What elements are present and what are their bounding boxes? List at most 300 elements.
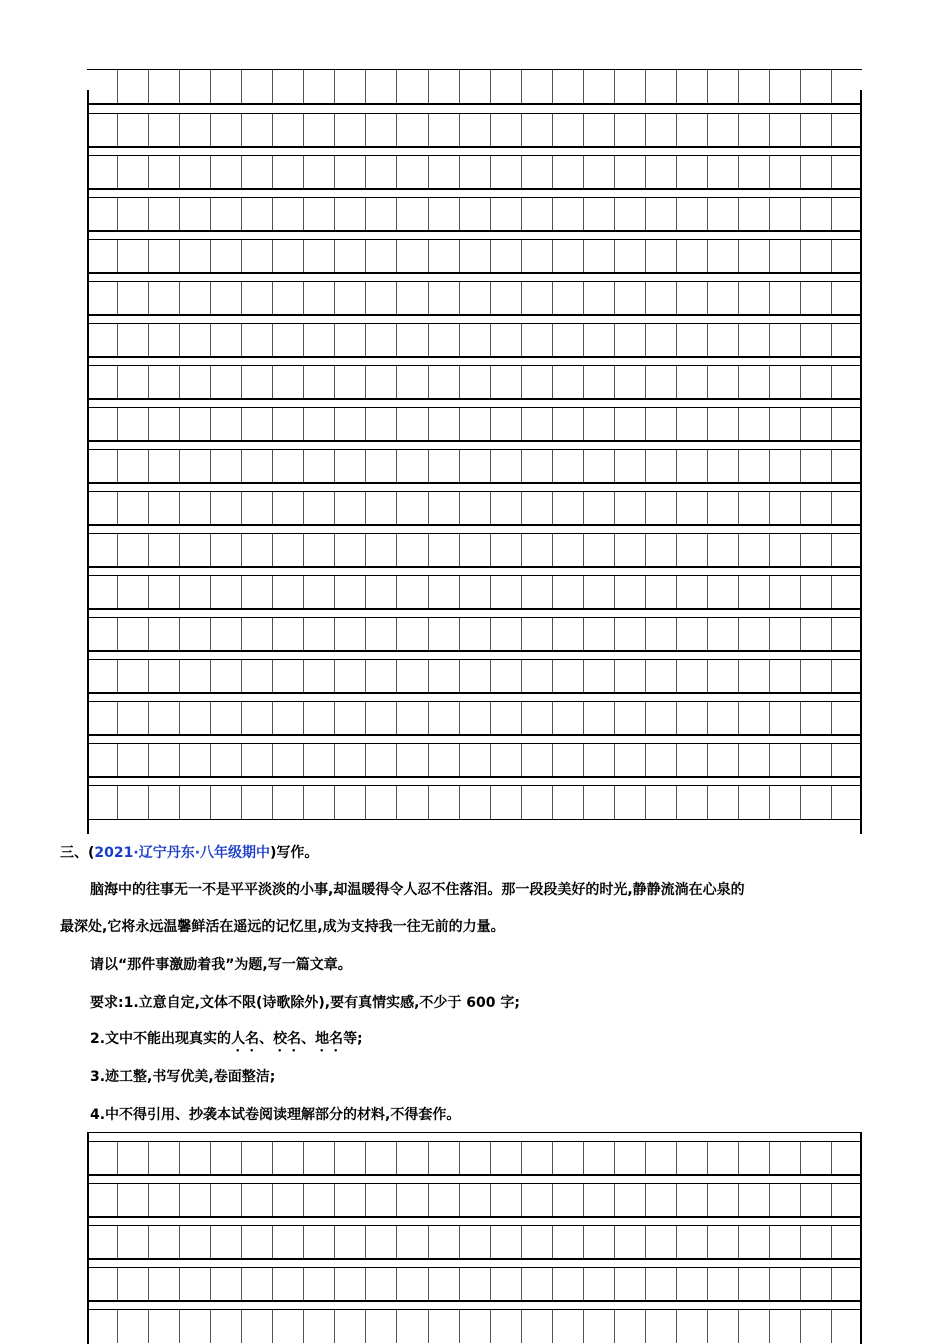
grid-cell[interactable] <box>179 70 210 103</box>
grid-cell[interactable] <box>272 744 303 777</box>
grid-cell[interactable] <box>179 1226 210 1259</box>
grid-cell[interactable] <box>800 408 831 441</box>
grid-cell[interactable] <box>521 70 552 103</box>
grid-cell[interactable] <box>303 744 334 777</box>
grid-cell[interactable] <box>428 366 459 399</box>
grid-cell[interactable] <box>396 156 427 189</box>
grid-cell[interactable] <box>614 156 645 189</box>
grid-cell[interactable] <box>552 702 583 735</box>
grid-cell[interactable] <box>707 198 738 231</box>
grid-cell[interactable] <box>117 744 148 777</box>
grid-cell[interactable] <box>707 282 738 315</box>
grid-cell[interactable] <box>396 618 427 651</box>
grid-cell[interactable] <box>117 366 148 399</box>
grid-cell[interactable] <box>521 366 552 399</box>
grid-cell[interactable] <box>428 744 459 777</box>
grid-cell[interactable] <box>272 408 303 441</box>
grid-cell[interactable] <box>303 1226 334 1259</box>
grid-cell[interactable] <box>645 1226 676 1259</box>
grid-cell[interactable] <box>87 408 117 441</box>
grid-cell[interactable] <box>800 114 831 147</box>
grid-cell[interactable] <box>210 1226 241 1259</box>
grid-cell[interactable] <box>303 114 334 147</box>
grid-cell[interactable] <box>676 156 707 189</box>
grid-cell[interactable] <box>490 1268 521 1301</box>
grid-cell[interactable] <box>552 786 583 819</box>
grid-cell[interactable] <box>738 786 769 819</box>
grid-cell[interactable] <box>272 1184 303 1217</box>
grid-cell[interactable] <box>645 1268 676 1301</box>
grid-cell[interactable] <box>831 492 862 525</box>
grid-cell[interactable] <box>521 156 552 189</box>
grid-cell[interactable] <box>87 744 117 777</box>
grid-cell[interactable] <box>521 1226 552 1259</box>
grid-cell[interactable] <box>769 240 800 273</box>
grid-cell[interactable] <box>614 1310 645 1343</box>
grid-cell[interactable] <box>552 660 583 693</box>
grid-cell[interactable] <box>831 576 862 609</box>
grid-cell[interactable] <box>645 324 676 357</box>
grid-cell[interactable] <box>303 576 334 609</box>
grid-cell[interactable] <box>831 786 862 819</box>
grid-cell[interactable] <box>365 450 396 483</box>
grid-cell[interactable] <box>272 702 303 735</box>
grid-cell[interactable] <box>459 450 490 483</box>
grid-cell[interactable] <box>738 1310 769 1343</box>
grid-cell[interactable] <box>831 1142 862 1175</box>
grid-cell[interactable] <box>148 366 179 399</box>
grid-cell[interactable] <box>210 1142 241 1175</box>
grid-cell[interactable] <box>303 198 334 231</box>
grid-cell[interactable] <box>552 1184 583 1217</box>
grid-cell[interactable] <box>769 1268 800 1301</box>
grid-cell[interactable] <box>769 198 800 231</box>
grid-row[interactable] <box>87 69 862 102</box>
grid-cell[interactable] <box>459 114 490 147</box>
grid-cell[interactable] <box>117 1310 148 1343</box>
grid-cell[interactable] <box>552 1142 583 1175</box>
grid-cell[interactable] <box>365 702 396 735</box>
grid-cell[interactable] <box>117 702 148 735</box>
grid-cell[interactable] <box>552 1226 583 1259</box>
grid-cell[interactable] <box>428 1268 459 1301</box>
grid-cell[interactable] <box>396 282 427 315</box>
grid-cell[interactable] <box>428 1142 459 1175</box>
grid-row[interactable] <box>87 743 862 776</box>
grid-cell[interactable] <box>707 324 738 357</box>
grid-cell[interactable] <box>831 1184 862 1217</box>
grid-cell[interactable] <box>148 576 179 609</box>
grid-cell[interactable] <box>396 70 427 103</box>
grid-cell[interactable] <box>490 492 521 525</box>
grid-cell[interactable] <box>676 1226 707 1259</box>
grid-cell[interactable] <box>800 450 831 483</box>
grid-cell[interactable] <box>459 618 490 651</box>
grid-cell[interactable] <box>800 660 831 693</box>
grid-cell[interactable] <box>179 240 210 273</box>
grid-cell[interactable] <box>769 324 800 357</box>
grid-cell[interactable] <box>117 576 148 609</box>
grid-cell[interactable] <box>676 492 707 525</box>
grid-row[interactable] <box>87 659 862 692</box>
grid-cell[interactable] <box>707 366 738 399</box>
grid-cell[interactable] <box>148 1310 179 1343</box>
grid-cell[interactable] <box>365 324 396 357</box>
grid-cell[interactable] <box>179 702 210 735</box>
grid-cell[interactable] <box>676 114 707 147</box>
grid-cell[interactable] <box>676 198 707 231</box>
grid-cell[interactable] <box>303 240 334 273</box>
grid-row[interactable] <box>87 1225 862 1258</box>
grid-cell[interactable] <box>334 114 365 147</box>
grid-cell[interactable] <box>241 240 272 273</box>
grid-cell[interactable] <box>490 786 521 819</box>
grid-cell[interactable] <box>428 156 459 189</box>
grid-cell[interactable] <box>117 70 148 103</box>
grid-cell[interactable] <box>800 702 831 735</box>
grid-cell[interactable] <box>676 70 707 103</box>
grid-row[interactable] <box>87 407 862 440</box>
grid-cell[interactable] <box>552 618 583 651</box>
grid-cell[interactable] <box>645 450 676 483</box>
grid-cell[interactable] <box>490 534 521 567</box>
grid-cell[interactable] <box>614 744 645 777</box>
grid-cell[interactable] <box>645 618 676 651</box>
grid-cell[interactable] <box>676 702 707 735</box>
grid-cell[interactable] <box>738 450 769 483</box>
grid-cell[interactable] <box>210 70 241 103</box>
grid-cell[interactable] <box>241 576 272 609</box>
grid-cell[interactable] <box>800 1184 831 1217</box>
grid-cell[interactable] <box>769 492 800 525</box>
grid-cell[interactable] <box>396 660 427 693</box>
grid-cell[interactable] <box>831 1310 862 1343</box>
grid-cell[interactable] <box>521 1310 552 1343</box>
grid-cell[interactable] <box>459 660 490 693</box>
grid-cell[interactable] <box>365 366 396 399</box>
grid-cell[interactable] <box>583 408 614 441</box>
grid-cell[interactable] <box>707 1226 738 1259</box>
grid-cell[interactable] <box>769 366 800 399</box>
grid-cell[interactable] <box>707 156 738 189</box>
grid-cell[interactable] <box>241 702 272 735</box>
grid-cell[interactable] <box>490 198 521 231</box>
grid-cell[interactable] <box>210 408 241 441</box>
grid-cell[interactable] <box>396 1310 427 1343</box>
grid-cell[interactable] <box>583 702 614 735</box>
grid-cell[interactable] <box>676 1268 707 1301</box>
grid-cell[interactable] <box>459 198 490 231</box>
grid-cell[interactable] <box>148 1184 179 1217</box>
grid-cell[interactable] <box>707 1268 738 1301</box>
grid-cell[interactable] <box>614 198 645 231</box>
grid-cell[interactable] <box>272 618 303 651</box>
grid-cell[interactable] <box>148 492 179 525</box>
grid-cell[interactable] <box>303 450 334 483</box>
grid-cell[interactable] <box>490 1310 521 1343</box>
grid-cell[interactable] <box>396 576 427 609</box>
grid-cell[interactable] <box>614 366 645 399</box>
grid-cell[interactable] <box>179 534 210 567</box>
grid-cell[interactable] <box>241 70 272 103</box>
grid-cell[interactable] <box>614 576 645 609</box>
grid-cell[interactable] <box>334 534 365 567</box>
grid-cell[interactable] <box>87 786 117 819</box>
grid-cell[interactable] <box>396 450 427 483</box>
grid-cell[interactable] <box>87 660 117 693</box>
grid-cell[interactable] <box>552 198 583 231</box>
grid-cell[interactable] <box>459 240 490 273</box>
grid-cell[interactable] <box>117 282 148 315</box>
grid-cell[interactable] <box>521 240 552 273</box>
grid-cell[interactable] <box>614 492 645 525</box>
grid-cell[interactable] <box>334 492 365 525</box>
grid-cell[interactable] <box>396 1226 427 1259</box>
grid-cell[interactable] <box>87 324 117 357</box>
grid-cell[interactable] <box>241 408 272 441</box>
grid-row[interactable] <box>87 449 862 482</box>
grid-cell[interactable] <box>583 114 614 147</box>
grid-cell[interactable] <box>210 450 241 483</box>
grid-cell[interactable] <box>179 366 210 399</box>
grid-cell[interactable] <box>210 1310 241 1343</box>
grid-cell[interactable] <box>769 744 800 777</box>
grid-cell[interactable] <box>241 1184 272 1217</box>
grid-cell[interactable] <box>272 1268 303 1301</box>
grid-cell[interactable] <box>179 744 210 777</box>
grid-cell[interactable] <box>459 1310 490 1343</box>
grid-cell[interactable] <box>614 450 645 483</box>
grid-cell[interactable] <box>396 324 427 357</box>
grid-cell[interactable] <box>521 408 552 441</box>
grid-cell[interactable] <box>428 450 459 483</box>
grid-cell[interactable] <box>148 408 179 441</box>
grid-cell[interactable] <box>676 786 707 819</box>
grid-cell[interactable] <box>459 70 490 103</box>
grid-cell[interactable] <box>614 702 645 735</box>
grid-cell[interactable] <box>614 660 645 693</box>
grid-cell[interactable] <box>707 786 738 819</box>
grid-cell[interactable] <box>148 618 179 651</box>
grid-cell[interactable] <box>210 156 241 189</box>
grid-cell[interactable] <box>738 1142 769 1175</box>
grid-cell[interactable] <box>87 1142 117 1175</box>
grid-cell[interactable] <box>396 492 427 525</box>
grid-cell[interactable] <box>241 744 272 777</box>
grid-cell[interactable] <box>303 70 334 103</box>
grid-cell[interactable] <box>552 408 583 441</box>
grid-cell[interactable] <box>707 114 738 147</box>
grid-cell[interactable] <box>769 534 800 567</box>
grid-cell[interactable] <box>210 114 241 147</box>
grid-cell[interactable] <box>87 1310 117 1343</box>
grid-cell[interactable] <box>490 408 521 441</box>
grid-cell[interactable] <box>396 744 427 777</box>
grid-cell[interactable] <box>490 450 521 483</box>
grid-cell[interactable] <box>241 1310 272 1343</box>
grid-cell[interactable] <box>210 618 241 651</box>
grid-cell[interactable] <box>396 534 427 567</box>
grid-cell[interactable] <box>490 324 521 357</box>
grid-cell[interactable] <box>365 408 396 441</box>
grid-row[interactable] <box>87 1183 862 1216</box>
grid-cell[interactable] <box>87 576 117 609</box>
grid-cell[interactable] <box>769 702 800 735</box>
grid-cell[interactable] <box>552 282 583 315</box>
grid-cell[interactable] <box>210 1184 241 1217</box>
grid-cell[interactable] <box>552 240 583 273</box>
grid-cell[interactable] <box>365 1226 396 1259</box>
grid-cell[interactable] <box>334 1226 365 1259</box>
grid-cell[interactable] <box>707 240 738 273</box>
grid-cell[interactable] <box>148 534 179 567</box>
grid-cell[interactable] <box>831 1226 862 1259</box>
grid-cell[interactable] <box>210 744 241 777</box>
grid-cell[interactable] <box>552 492 583 525</box>
grid-cell[interactable] <box>800 1310 831 1343</box>
grid-cell[interactable] <box>800 1142 831 1175</box>
grid-cell[interactable] <box>738 198 769 231</box>
grid-cell[interactable] <box>428 702 459 735</box>
grid-cell[interactable] <box>583 1142 614 1175</box>
grid-cell[interactable] <box>210 576 241 609</box>
grid-cell[interactable] <box>272 660 303 693</box>
grid-cell[interactable] <box>365 282 396 315</box>
grid-cell[interactable] <box>800 618 831 651</box>
grid-cell[interactable] <box>831 240 862 273</box>
grid-row[interactable] <box>87 533 862 566</box>
grid-cell[interactable] <box>521 1184 552 1217</box>
grid-cell[interactable] <box>365 492 396 525</box>
grid-cell[interactable] <box>459 282 490 315</box>
grid-cell[interactable] <box>272 114 303 147</box>
grid-cell[interactable] <box>148 450 179 483</box>
grid-cell[interactable] <box>148 1226 179 1259</box>
grid-cell[interactable] <box>738 1184 769 1217</box>
grid-cell[interactable] <box>334 1268 365 1301</box>
grid-cell[interactable] <box>707 408 738 441</box>
grid-cell[interactable] <box>303 282 334 315</box>
grid-cell[interactable] <box>738 1268 769 1301</box>
grid-cell[interactable] <box>179 786 210 819</box>
grid-cell[interactable] <box>396 408 427 441</box>
grid-cell[interactable] <box>459 366 490 399</box>
grid-cell[interactable] <box>117 1226 148 1259</box>
grid-row[interactable] <box>87 491 862 524</box>
grid-cell[interactable] <box>490 156 521 189</box>
grid-cell[interactable] <box>676 240 707 273</box>
grid-cell[interactable] <box>210 660 241 693</box>
grid-cell[interactable] <box>645 534 676 567</box>
grid-cell[interactable] <box>459 1226 490 1259</box>
grid-cell[interactable] <box>87 534 117 567</box>
grid-cell[interactable] <box>459 1184 490 1217</box>
grid-cell[interactable] <box>117 492 148 525</box>
grid-cell[interactable] <box>179 492 210 525</box>
grid-cell[interactable] <box>117 534 148 567</box>
grid-cell[interactable] <box>831 282 862 315</box>
grid-cell[interactable] <box>334 70 365 103</box>
grid-cell[interactable] <box>365 1310 396 1343</box>
grid-cell[interactable] <box>241 786 272 819</box>
grid-cell[interactable] <box>117 198 148 231</box>
grid-cell[interactable] <box>583 534 614 567</box>
grid-cell[interactable] <box>428 492 459 525</box>
grid-cell[interactable] <box>521 1268 552 1301</box>
grid-cell[interactable] <box>365 534 396 567</box>
grid-cell[interactable] <box>334 1142 365 1175</box>
grid-cell[interactable] <box>676 408 707 441</box>
grid-cell[interactable] <box>87 492 117 525</box>
grid-cell[interactable] <box>769 660 800 693</box>
grid-cell[interactable] <box>334 660 365 693</box>
grid-cell[interactable] <box>365 1184 396 1217</box>
grid-cell[interactable] <box>521 1142 552 1175</box>
grid-cell[interactable] <box>583 576 614 609</box>
grid-cell[interactable] <box>552 114 583 147</box>
grid-cell[interactable] <box>148 786 179 819</box>
grid-cell[interactable] <box>365 744 396 777</box>
grid-cell[interactable] <box>831 70 862 103</box>
grid-cell[interactable] <box>521 282 552 315</box>
grid-cell[interactable] <box>800 1268 831 1301</box>
grid-cell[interactable] <box>738 534 769 567</box>
grid-cell[interactable] <box>210 282 241 315</box>
grid-cell[interactable] <box>303 408 334 441</box>
grid-cell[interactable] <box>396 1268 427 1301</box>
grid-cell[interactable] <box>800 576 831 609</box>
grid-cell[interactable] <box>707 534 738 567</box>
grid-cell[interactable] <box>769 576 800 609</box>
grid-cell[interactable] <box>148 198 179 231</box>
grid-cell[interactable] <box>117 240 148 273</box>
grid-cell[interactable] <box>459 408 490 441</box>
grid-cell[interactable] <box>272 198 303 231</box>
grid-cell[interactable] <box>738 576 769 609</box>
grid-cell[interactable] <box>241 366 272 399</box>
grid-cell[interactable] <box>800 744 831 777</box>
grid-cell[interactable] <box>272 156 303 189</box>
grid-cell[interactable] <box>241 492 272 525</box>
grid-cell[interactable] <box>490 240 521 273</box>
grid-cell[interactable] <box>365 660 396 693</box>
grid-cell[interactable] <box>365 786 396 819</box>
grid-cell[interactable] <box>552 534 583 567</box>
grid-cell[interactable] <box>676 744 707 777</box>
grid-cell[interactable] <box>272 240 303 273</box>
grid-cell[interactable] <box>707 618 738 651</box>
grid-cell[interactable] <box>738 744 769 777</box>
grid-cell[interactable] <box>365 1268 396 1301</box>
grid-cell[interactable] <box>272 492 303 525</box>
grid-cell[interactable] <box>707 450 738 483</box>
grid-cell[interactable] <box>490 1142 521 1175</box>
grid-cell[interactable] <box>552 324 583 357</box>
grid-cell[interactable] <box>272 786 303 819</box>
grid-cell[interactable] <box>87 1184 117 1217</box>
grid-cell[interactable] <box>148 70 179 103</box>
grid-cell[interactable] <box>396 198 427 231</box>
grid-cell[interactable] <box>583 198 614 231</box>
grid-cell[interactable] <box>707 1184 738 1217</box>
grid-cell[interactable] <box>738 408 769 441</box>
grid-cell[interactable] <box>552 1268 583 1301</box>
grid-cell[interactable] <box>303 1310 334 1343</box>
grid-cell[interactable] <box>552 744 583 777</box>
grid-cell[interactable] <box>241 660 272 693</box>
grid-cell[interactable] <box>179 198 210 231</box>
grid-cell[interactable] <box>831 534 862 567</box>
